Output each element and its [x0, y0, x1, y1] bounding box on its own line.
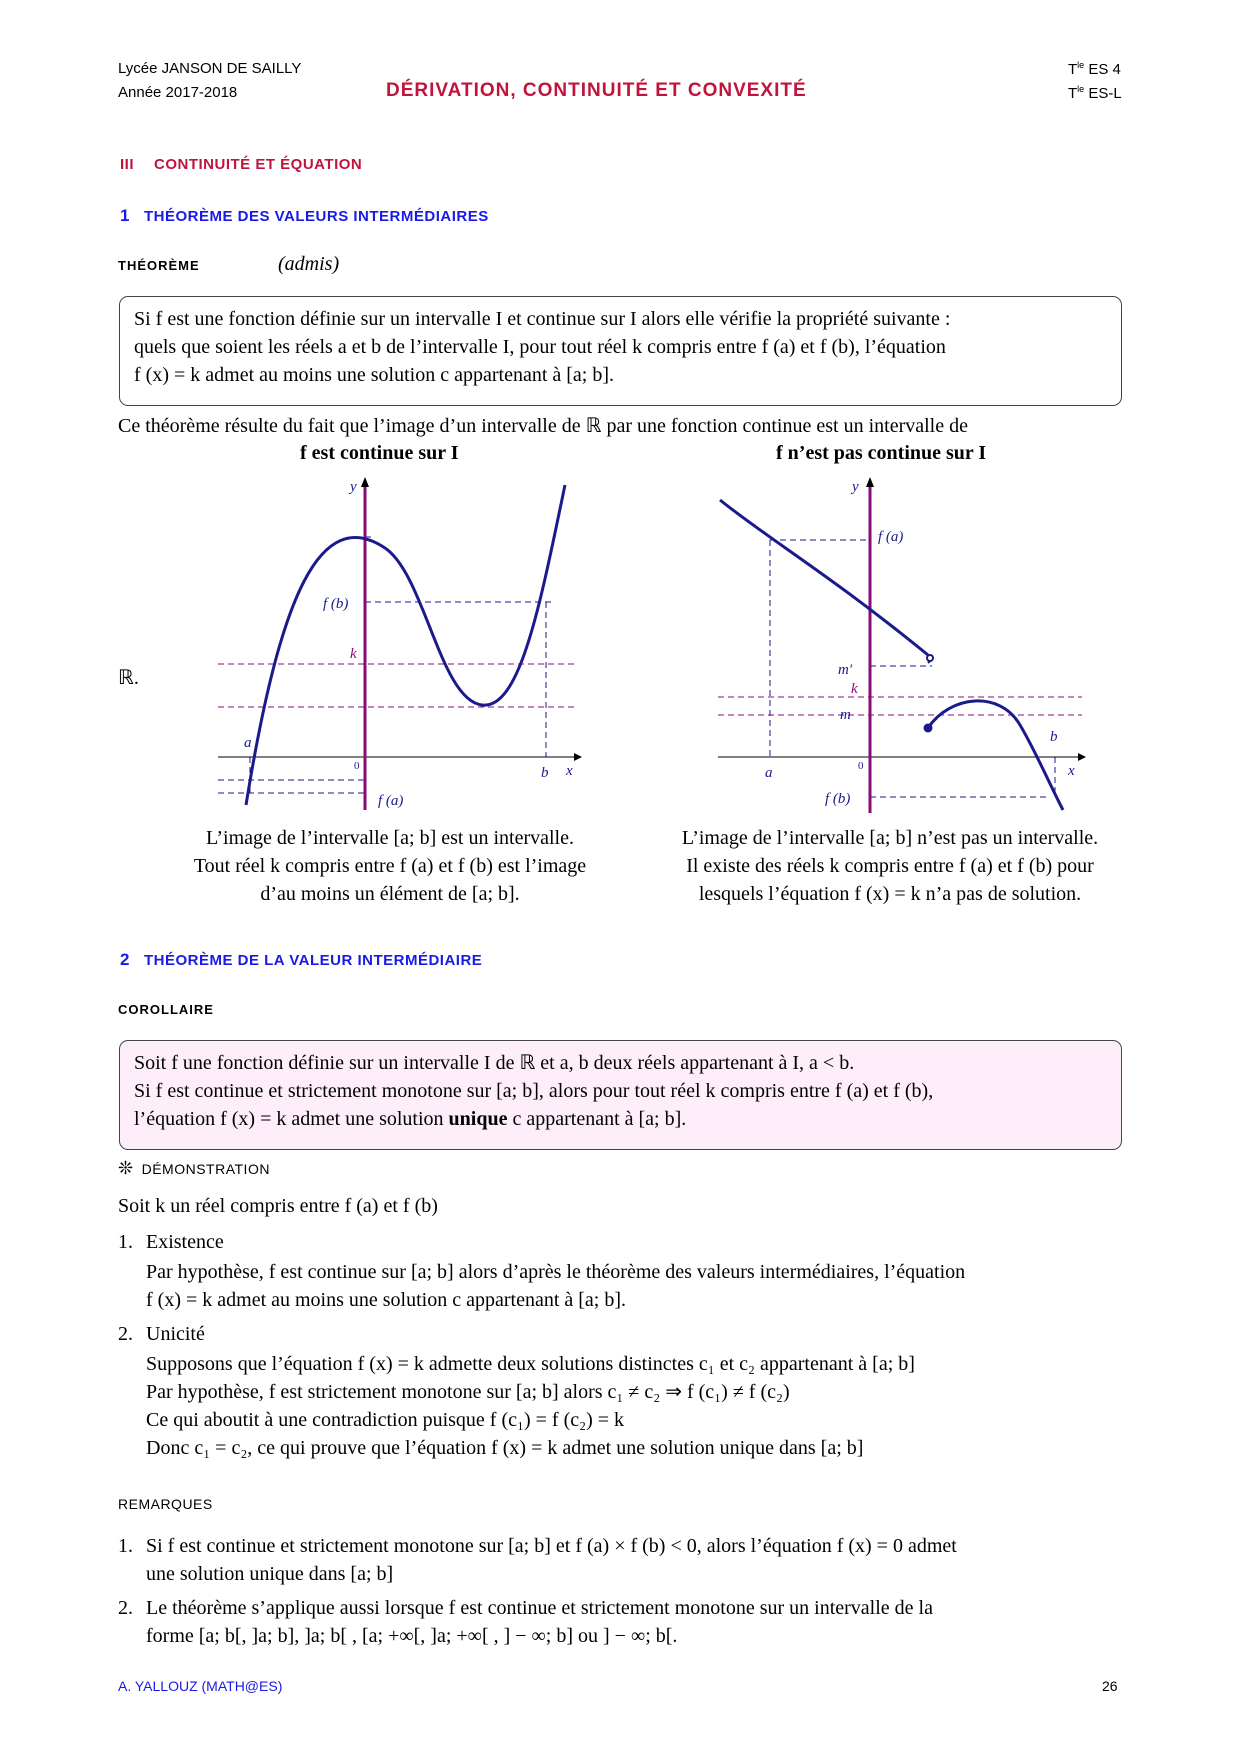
- figure-right: [710, 475, 1100, 815]
- label-zero: 0: [858, 760, 864, 772]
- demo-item-2: 2. Unicité Supposons que l’équation f (x) = k admette deux solutions distinctes c₁ et c₂ appartenant à [a; b] Par hypothèse, f est strictement monotone sur [a; b] alors c₁ ≠ c₂ ⇒ f (c₁) ≠ f (c₂) Ce qui aboutit à une contradiction puisque f (c₁) = f (c₂) = k Donc c₁ = c₂, ce qui prouve que l’équation f (x) = k admet une solution unique dans [a; b]: [118, 1323, 915, 1459]
- section-heading: III CONTINUITÉ ET ÉQUATION: [120, 156, 363, 173]
- figure-right-title: f n’est pas continue sur I: [776, 442, 987, 464]
- figure-left-caption: L’image de l’intervalle [a; b] est un intervalle. Tout réel k compris entre f (a) et f (b) est l’image d’au moins un élément de [a; b].: [193, 827, 587, 905]
- label-x: x: [566, 763, 573, 779]
- label-k: k: [851, 681, 858, 697]
- demo-intro: Soit k un réel compris entre f (a) et f (b): [118, 1195, 438, 1217]
- label-x: x: [1068, 763, 1075, 779]
- theorem-line-3: f (x) = k admet au moins une solution c appartenant à [a; b].: [134, 364, 615, 386]
- remark-item-1: 1. Si f est continue et strictement monotone sur [a; b] et f (a) × f (b) < 0, alors l’équation f (x) = 0 admet une solution unique dans [a; b]: [118, 1535, 957, 1585]
- label-m: m: [840, 707, 851, 723]
- header-year: Année 2017-2018: [118, 84, 238, 101]
- label-k: k: [350, 646, 357, 662]
- corollary-line-1: Soit f une fonction définie sur un intervalle I de ℝ et a, b deux réels appartenant à I, a < b.: [134, 1052, 855, 1074]
- page-title: DÉRIVATION, CONTINUITÉ ET CONVEXITÉ: [386, 80, 807, 101]
- label-fa: f (a): [378, 793, 404, 809]
- header-school: Lycée JANSON DE SAILLY: [118, 60, 302, 77]
- label-fa: f (a): [878, 529, 904, 545]
- function-curve-right: [928, 701, 1063, 810]
- x-axis-arrow: [1078, 753, 1086, 761]
- label-y: y: [852, 479, 859, 495]
- remark-item-2: 2. Le théorème s’applique aussi lorsque f est continue et strictement monotone sur un intervalle de la forme [a; b[, ]a; b], ]a; b[ , [a; +∞[, ]a; +∞[ , ] − ∞; b] ou ] − ∞; b[.: [118, 1597, 933, 1647]
- consequence-end: ℝ.: [118, 667, 139, 689]
- label-zero: 0: [354, 760, 360, 772]
- theorem-label: THÉORÈME: [118, 258, 200, 273]
- page-number: 26: [1102, 1678, 1118, 1694]
- footer-author: A. YALLOUZ (MATH@ES): [118, 1678, 283, 1694]
- x-axis-arrow: [574, 753, 582, 761]
- label-b: b: [1050, 729, 1058, 745]
- remarks-label: REMARQUES: [118, 1496, 213, 1512]
- corollary-line-3: l’équation f (x) = k admet une solution unique c appartenant à [a; b].: [134, 1108, 687, 1130]
- subsection-heading-1: 1 THÉORÈME DES VALEURS INTERMÉDIAIRES: [120, 206, 489, 225]
- demo-label: ❊ DÉMONSTRATION: [118, 1158, 270, 1178]
- header-class-1: $T^{le}$ ES 4: [1068, 60, 1121, 78]
- corollary-line-2: Si f est continue et strictement monotone sur [a; b], alors pour tout réel k compris entre f (a) et f (b),: [134, 1080, 934, 1102]
- subsection-heading-2: 2 THÉORÈME DE LA VALEUR INTERMÉDIAIRE: [120, 950, 483, 969]
- theorem-line-1: Si f est une fonction définie sur un intervalle I et continue sur I alors elle vérifie la propriété suivante :: [134, 308, 951, 330]
- consequence-text: Ce théorème résulte du fait que l’image d’un intervalle de ℝ par une fonction continue est un intervalle de: [118, 415, 968, 437]
- theorem-note: (admis): [278, 253, 340, 275]
- y-axis-arrow: [866, 477, 874, 487]
- label-a: a: [244, 735, 252, 751]
- corollary-box: [119, 1040, 1122, 1150]
- y-axis-arrow: [361, 477, 369, 487]
- function-curve-left: [720, 500, 928, 655]
- label-b: b: [541, 765, 549, 781]
- theorem-line-2: quels que soient les réels a et b de l’intervalle I, pour tout réel k compris entre f (a) et f (b), l’équation: [134, 336, 946, 358]
- figure-left: [210, 475, 590, 815]
- corollary-label: COROLLAIRE: [118, 1002, 214, 1017]
- star-icon: ❊: [118, 1158, 134, 1178]
- demo-item-1: 1. Existence Par hypothèse, f est continue sur [a; b] alors d’après le théorème des valeurs intermédiaires, l’équation f (x) = k admet au moins une solution c appartenant à [a; b].: [118, 1231, 966, 1311]
- figure-right-caption: L’image de l’intervalle [a; b] n’est pas un intervalle. Il existe des réels k compris entre f (a) et f (b) pour lesquels l’équation f (x) = k n’a pas de solution.: [681, 827, 1099, 905]
- label-fb: f (b): [323, 596, 349, 612]
- open-endpoint-circle: [927, 655, 933, 661]
- header-class-2: $T^{le}$ ES-L: [1068, 84, 1122, 102]
- label-fb: f (b): [825, 791, 851, 807]
- label-mp: m′: [838, 662, 853, 678]
- label-y: y: [350, 479, 357, 495]
- theorem-box: [119, 296, 1122, 406]
- figure-left-title: f est continue sur I: [300, 442, 459, 464]
- label-a: a: [765, 765, 773, 781]
